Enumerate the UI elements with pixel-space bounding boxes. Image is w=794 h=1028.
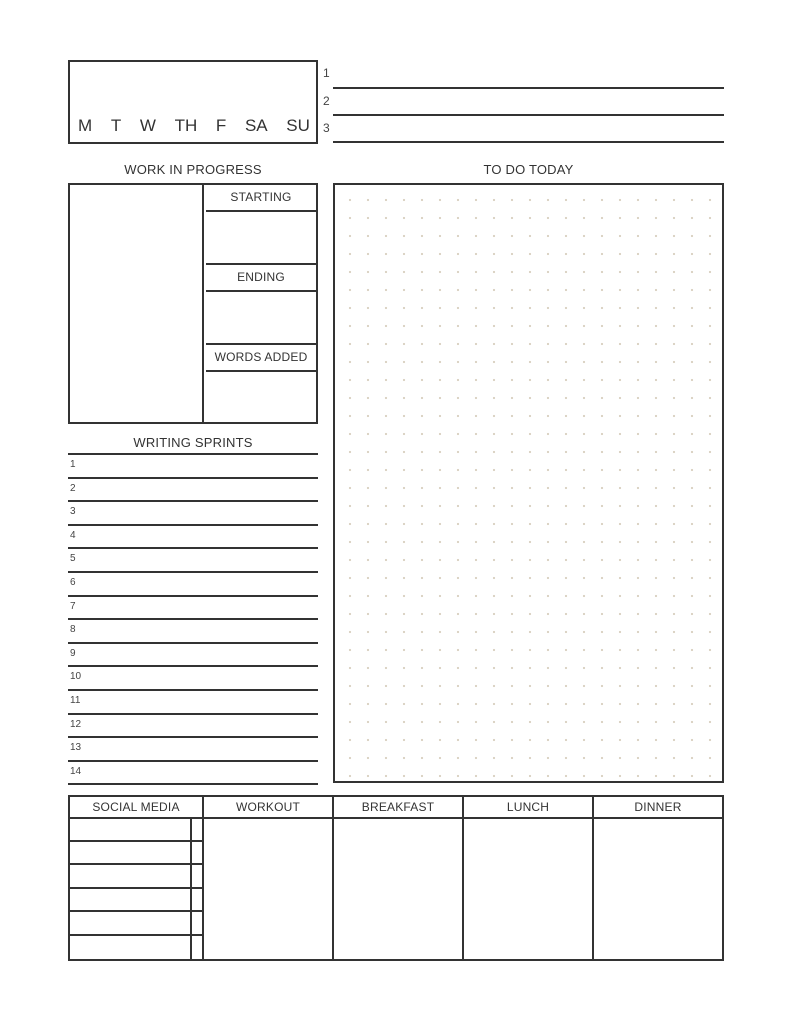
lunch-cell[interactable] xyxy=(464,819,594,959)
starting-field[interactable] xyxy=(206,212,316,265)
sprint-line[interactable] xyxy=(68,524,318,526)
day-saturday[interactable]: SA xyxy=(244,116,268,135)
top-line[interactable] xyxy=(333,87,724,89)
starting-label: STARTING xyxy=(206,185,316,212)
social-media-row[interactable] xyxy=(70,865,202,889)
sprint-number: 3 xyxy=(70,506,76,518)
sprint-line[interactable] xyxy=(68,713,318,715)
lunch-header: LUNCH xyxy=(464,797,594,817)
sprint-line[interactable] xyxy=(68,571,318,573)
top-line-number: 1 xyxy=(323,66,330,80)
sprint-number: 10 xyxy=(70,671,82,683)
top-line-number: 3 xyxy=(323,121,330,135)
day-wednesday[interactable]: W xyxy=(139,116,156,135)
sprint-line[interactable] xyxy=(68,665,318,667)
social-media-row[interactable] xyxy=(70,912,202,936)
sprint-line[interactable] xyxy=(68,547,318,549)
days-of-week xyxy=(78,116,310,136)
sprint-line[interactable] xyxy=(68,689,318,691)
top-line[interactable] xyxy=(333,114,724,116)
bottom-header-row xyxy=(70,797,722,819)
sprint-number: 1 xyxy=(70,459,76,470)
sprint-line[interactable] xyxy=(68,618,318,620)
social-media-row[interactable] xyxy=(70,936,202,959)
day-friday[interactable]: F xyxy=(215,116,227,135)
writing-sprints-title: WRITING SPRINTS xyxy=(133,435,253,450)
sprint-number: 9 xyxy=(70,647,76,659)
dinner-cell[interactable] xyxy=(594,819,722,959)
sprint-number: 4 xyxy=(70,529,76,541)
wip-notes-area[interactable] xyxy=(70,185,204,422)
ending-label: ENDING xyxy=(206,265,316,292)
sprint-number: 13 xyxy=(70,742,82,754)
day-tuesday[interactable]: T xyxy=(110,116,122,135)
social-media-row[interactable] xyxy=(70,889,202,912)
to-do-today-box[interactable] xyxy=(333,183,724,783)
social-media-row[interactable] xyxy=(70,819,202,842)
sprint-number: 7 xyxy=(70,600,76,612)
breakfast-cell[interactable] xyxy=(334,819,464,959)
sprint-line[interactable] xyxy=(68,477,318,479)
sprint-number: 5 xyxy=(70,553,76,565)
sprint-line[interactable] xyxy=(68,736,318,738)
sprint-line[interactable] xyxy=(68,760,318,762)
date-box[interactable] xyxy=(68,60,318,144)
top-line[interactable] xyxy=(333,141,724,143)
breakfast-header: BREAKFAST xyxy=(334,797,464,817)
dinner-header: DINNER xyxy=(634,800,682,814)
sprint-number: 6 xyxy=(70,577,76,588)
top-line-number: 2 xyxy=(323,94,330,108)
day-monday[interactable]: M xyxy=(78,116,93,135)
sprint-line[interactable] xyxy=(68,500,318,502)
work-in-progress-box xyxy=(68,183,318,424)
day-thursday[interactable]: TH xyxy=(174,116,198,135)
sprint-number: 8 xyxy=(70,624,76,636)
social-media-grid xyxy=(70,819,204,959)
writing-sprints-top-line xyxy=(68,453,318,455)
workout-cell[interactable] xyxy=(204,819,334,959)
work-in-progress-title: WORK IN PROGRESS xyxy=(124,162,262,177)
words-added-label: WORDS ADDED xyxy=(206,345,316,372)
sprint-line[interactable] xyxy=(68,642,318,644)
workout-header: WORKOUT xyxy=(204,797,334,817)
social-media-header: SOCIAL MEDIA xyxy=(70,797,204,817)
sprint-number: 14 xyxy=(70,765,82,777)
to-do-today-title: TO DO TODAY xyxy=(483,162,574,177)
sprint-number: 2 xyxy=(70,482,76,494)
sprint-number: 12 xyxy=(70,718,82,730)
day-sunday[interactable]: SU xyxy=(286,116,310,135)
bottom-table xyxy=(68,795,724,961)
sprint-line[interactable] xyxy=(68,595,318,597)
ending-field[interactable] xyxy=(206,292,316,345)
sprint-line[interactable] xyxy=(68,783,318,785)
sprint-number: 11 xyxy=(70,695,81,706)
social-media-row[interactable] xyxy=(70,842,202,865)
words-added-field[interactable] xyxy=(206,372,316,422)
